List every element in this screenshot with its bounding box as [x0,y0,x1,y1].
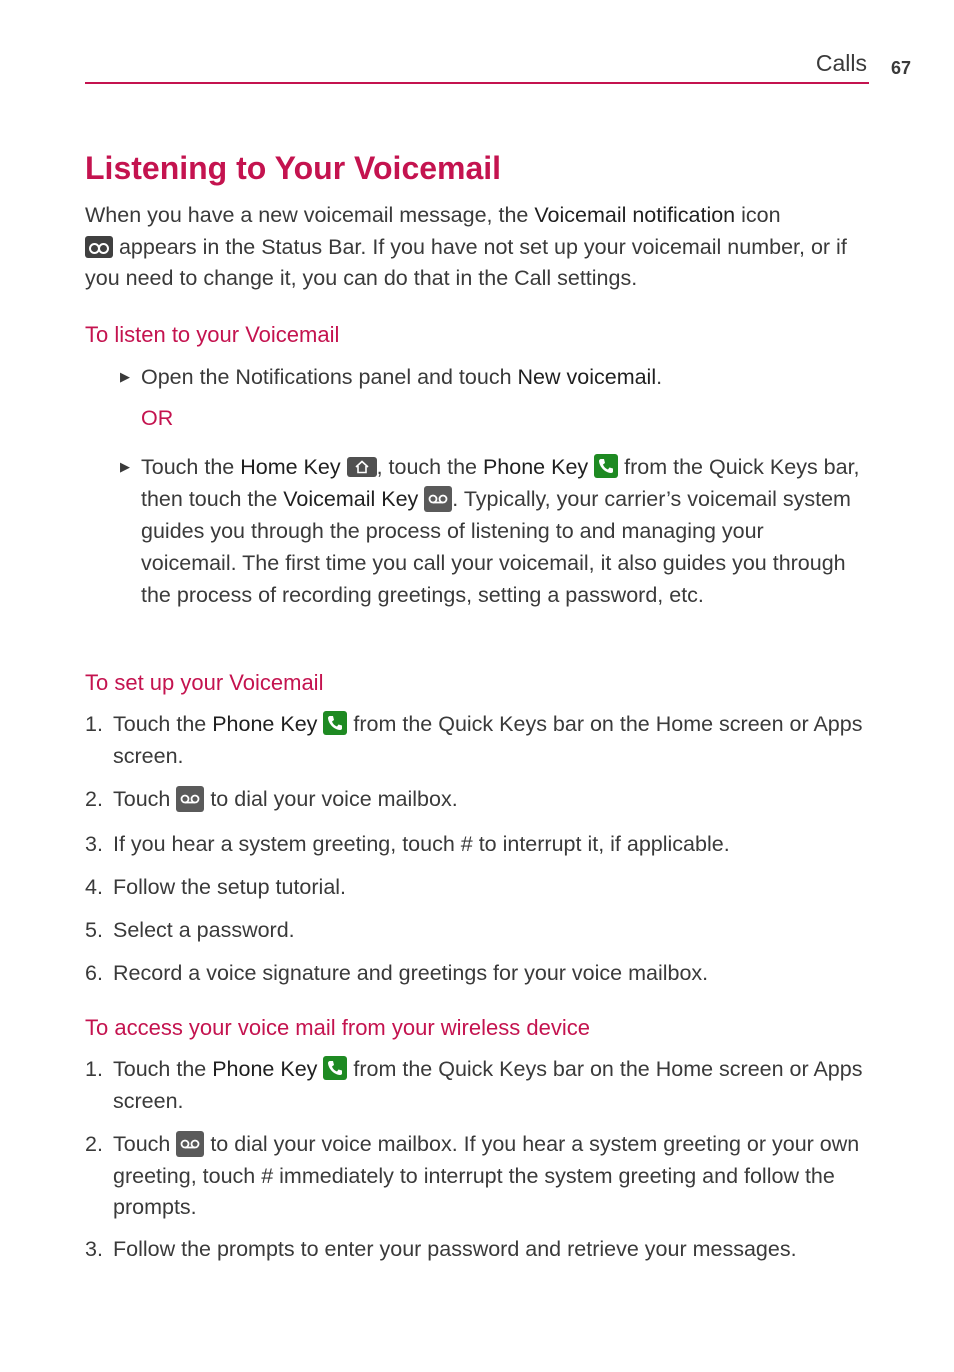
access-step-2: 2. Touch to dial your voice mailbox. If you hear a system greeting or your own greeting, touch # immediately to interrupt the system greeting and follow the prompts. [85,1132,860,1219]
phone-key-icon [323,711,347,735]
term-phone-key: Phone Key [482,455,589,479]
term-new-voicemail: New voicemail [517,365,657,389]
setup-step-6: 6. Record a voice signature and greetings for your voice mailbox. [85,961,709,985]
intro-paragraph: When you have a new voicemail message, the Voicemail notification icon appears in the Status Bar. If you have not set up your voicemail number, or if you need to change it, you can do that in the Call settings. [85,203,847,290]
setup-step-2: 2. Touch to dial your voice mailbox. [85,787,458,811]
access-step-1: 1. Touch the Phone Key from the Quick Keys bar on the Home screen or Apps screen. [85,1057,863,1113]
page-header [85,48,869,84]
setup-step-3: 3. If you hear a system greeting, touch # to interrupt it, if applicable. [85,832,730,856]
heading-setup: To set up your Voicemail [85,670,324,695]
voicemail-key-icon [176,1131,204,1157]
phone-key-icon [594,454,618,478]
access-step-3: 3. Follow the prompts to enter your password and retrieve your messages. [85,1237,797,1261]
setup-step-5: 5. Select a password. [85,918,295,942]
voicemail-key-icon [424,486,452,512]
section-title: Calls [815,50,867,76]
bullet-arrow-icon: ▶ [120,369,130,384]
voicemail-notification-icon [85,236,113,258]
home-key-icon [347,457,377,477]
setup-step-1: 1. Touch the Phone Key from the Quick Keys bar on the Home screen or Apps screen. [85,712,863,768]
term-phone-key: Phone Key [212,1057,318,1081]
listen-bullet-2: ▶ Touch the Home Key , touch the Phone Key from the Quick Keys bar, then touch the Voicemail Key . Typically, your carrier’s voicemail system guides you through the process of listening to and managing your voicemail. The first time you call your voicemail, it also guides you through the process of recording greetings, setting a password, etc. [120,451,860,611]
term-phone-key: Phone Key [212,712,318,736]
term-home-key: Home Key [240,455,341,479]
term-voicemail-key: Voicemail Key [283,487,419,511]
heading-listen: To listen to your Voicemail [85,322,340,347]
heading-access: To access your voice mail from your wireless device [85,1015,590,1040]
page-title: Listening to Your Voicemail [85,150,502,186]
or-separator: OR [141,406,174,430]
setup-step-4: 4. Follow the setup tutorial. [85,875,347,899]
page-number: 67 [891,58,912,78]
phone-key-icon [323,1056,347,1080]
bullet-arrow-icon: ▶ [120,459,130,474]
listen-bullet-1: ▶ Open the Notifications panel and touch New voicemail. [120,361,860,393]
term-voicemail-notification: Voicemail notification [534,203,736,227]
voicemail-key-icon [176,786,204,812]
